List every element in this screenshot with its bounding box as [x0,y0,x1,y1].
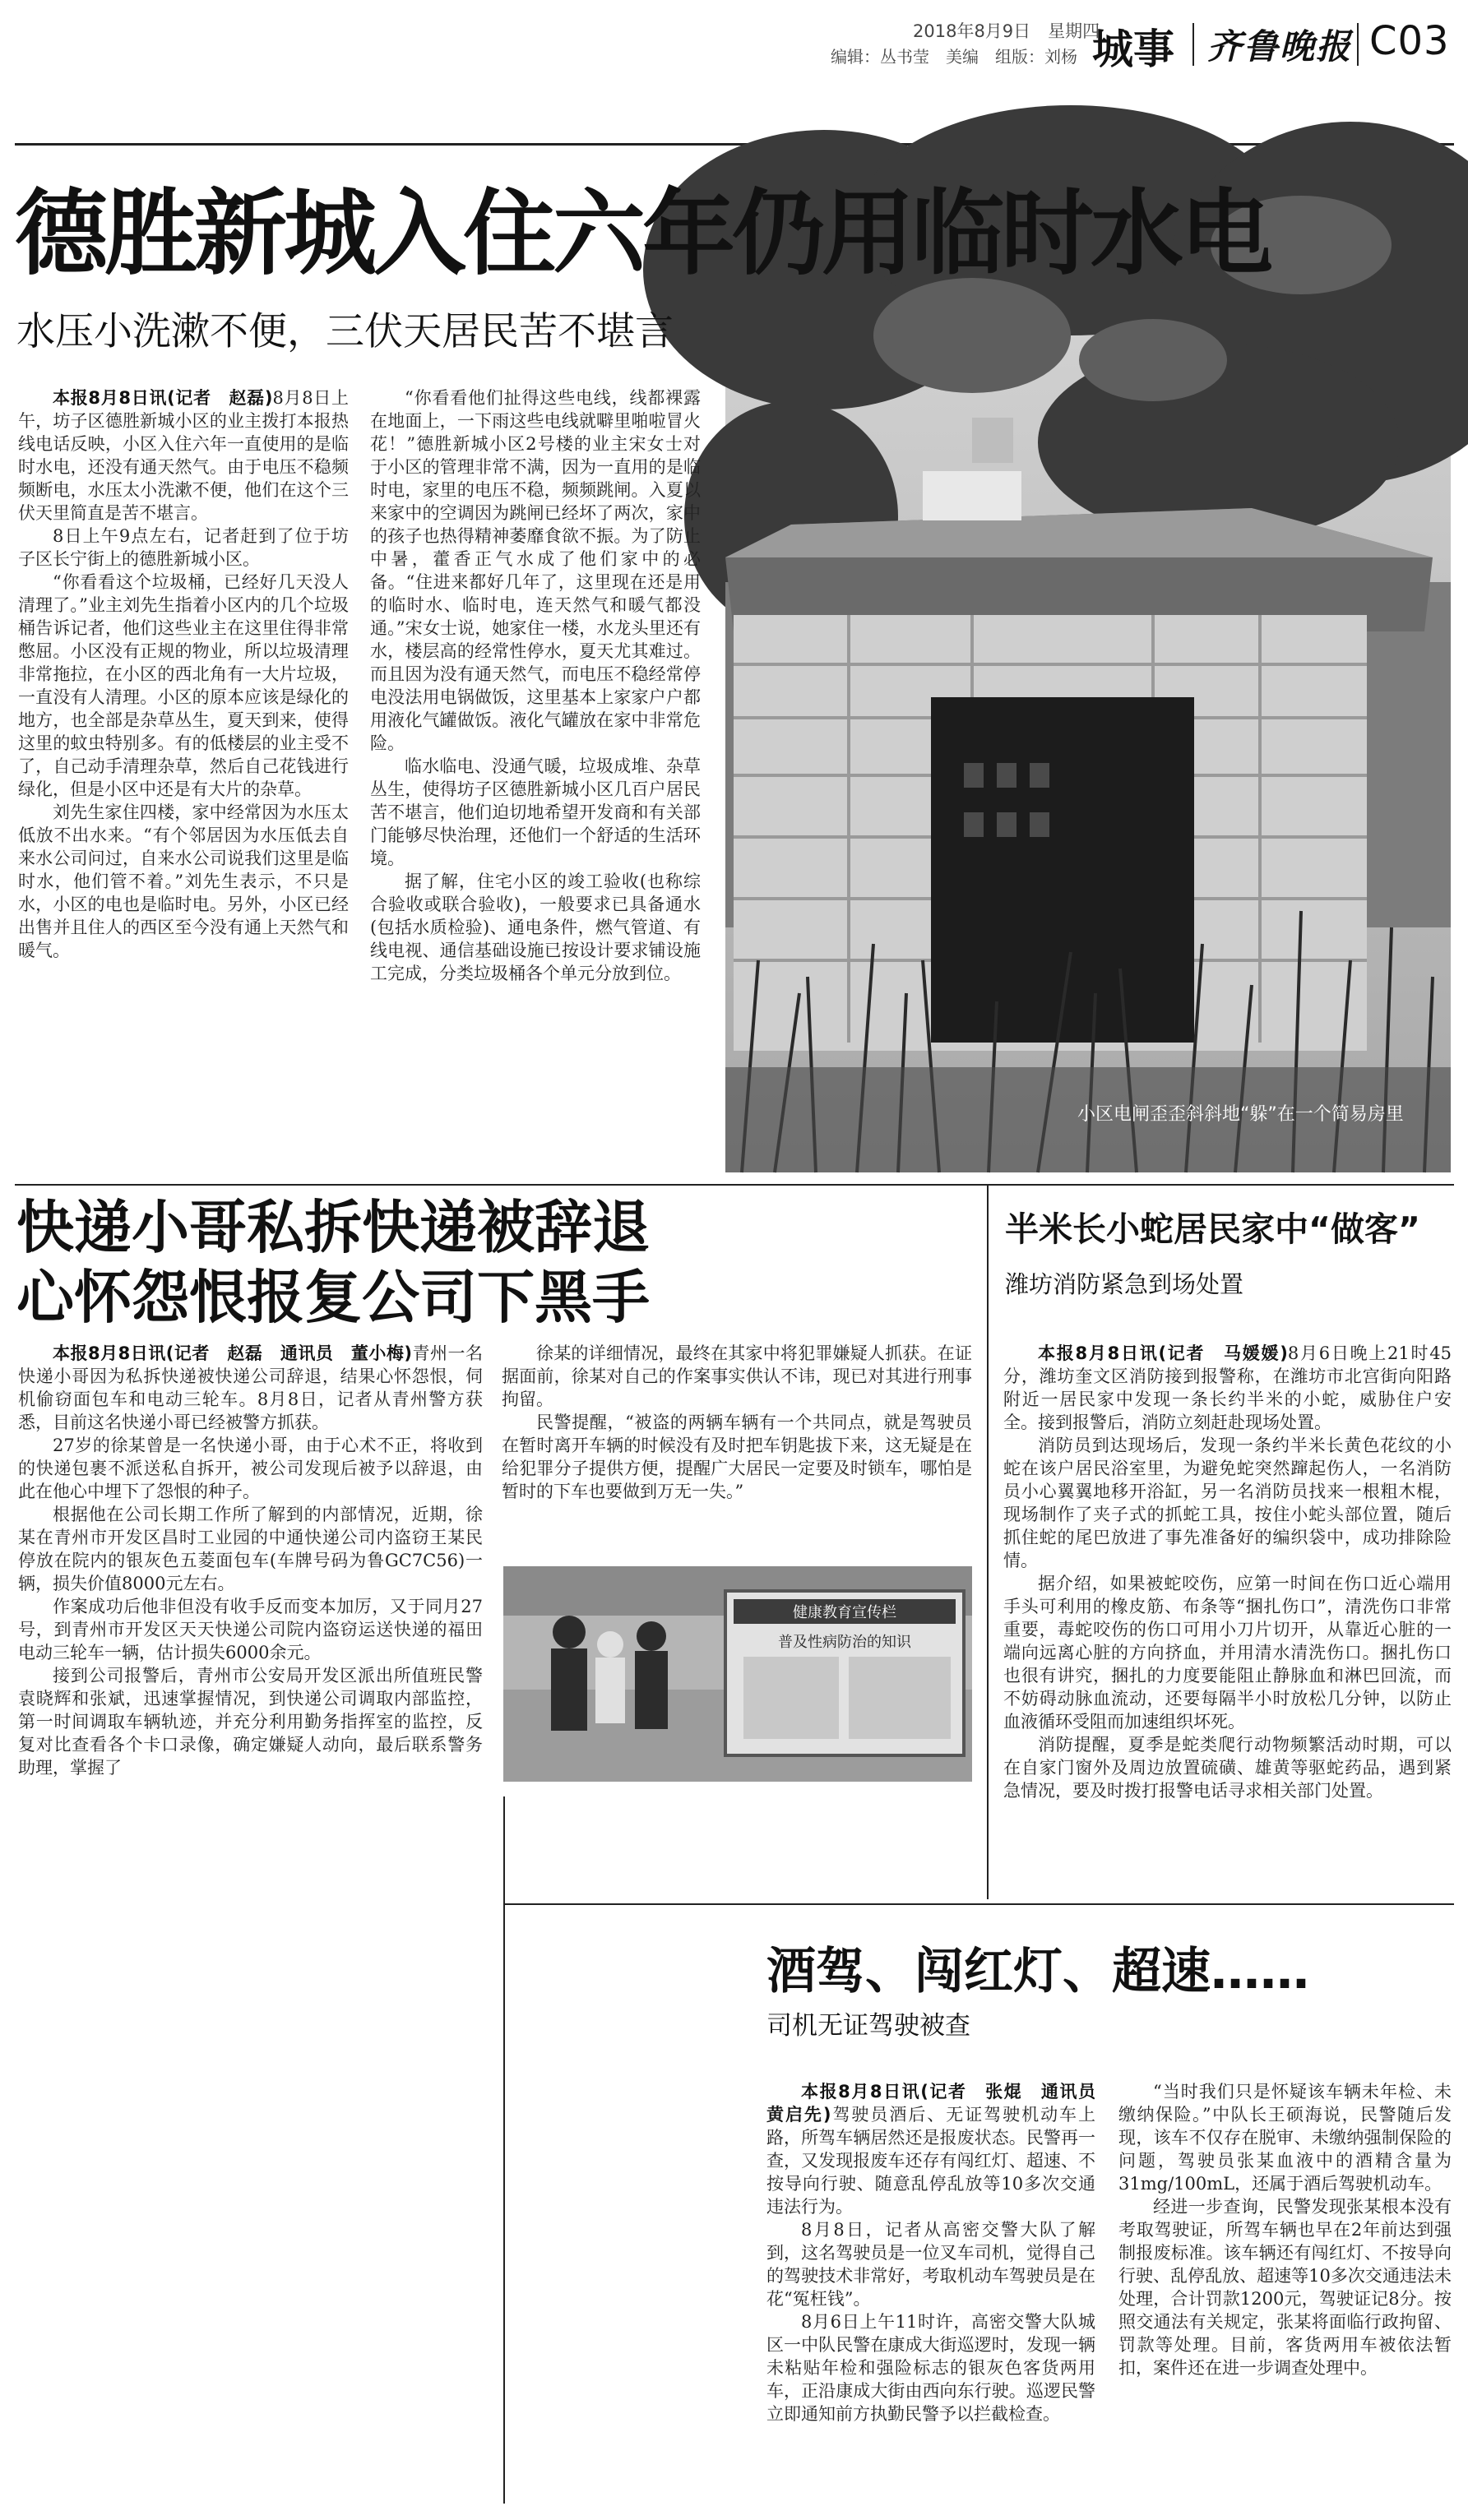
story3-paragraph: 消防员到达现场后，发现一条约半米长黄色花纹的小蛇在该户居民浴室里，为避免蛇突然蹿起伤人，一名消防员小心翼翼地移开浴缸，另一名消防员找来一根粗木棍，现场制作了夹子式的抓蛇工具，按住小蛇头部位置，随后抓住蛇的尾巴放进了事先准备好的编织袋中，成功排除险情。 [1003,1436,1452,1570]
divider-story4-top [503,1903,1454,1905]
story4-paragraph: “当时我们只是怀疑该车辆未年检、未缴纳保险。”中队长王硕海说，民警随后发现，该车不仅存在脱审、未缴纳强制保险的问题，驾驶员张某血液中的酒精含量为31mg/100mL，还属于酒后驾驶机动车。 [1118,2082,1452,2194]
story2-column-1 [18,1342,483,1786]
story1-photo-caption: 小区电闸歪歪斜斜地“躲”在一个简易房里 [1077,1104,1404,1125]
story1-paragraph: 8月8日上午，坊子区德胜新城小区的业主拨打本报热线电话反映，小区入住六年一直使用的是临时水电，还没有通天然气。由于电压不稳频频断电，水压太小洗漱不便，他们在这个三伏天里简直是苦不堪言。 [18,388,349,523]
story4-paragraph: 8月6日上午11时许，高密交警大队城区一中队民警在康成大街巡逻时，发现一辆未粘贴年检和强险标志的银灰色客货两用车，正沿康成大街由西向东行驶。巡逻民警立即通知前方执勤民警予以拦截检查。 [766,2312,1095,2424]
page-number: C03 [1369,18,1450,64]
story3-column [1003,1342,1452,1893]
paper-logo: 齐鲁晚报 [1207,26,1353,67]
story1-paragraph: “你看看他们扯得这些电线，线都裸露在地面上，一下雨这些电线就噼里啪啦冒火花！”德胜新城小区2号楼的业主宋女士对于小区的管理非常不满，因为一直用的是临时电，家里的电压不稳，频频跳闸。入夏以来家中的空调因为跳闸已经坏了两次，家中的孩子也热得精神萎靡食欲不振。为了防止中暑，藿香正气水成了他们家中的必备。“住进来都好几年了，这里现在还是用的临时水、临时电，连天然气和暖气都没通。”宋女士说，她家住一楼，水龙头里还有水，楼层高的经常性停水，夏天尤其难过。而且因为没有通天然气，而电压不稳经常停电没法用电锅做饭，这里基本上家家户户都用液化气罐做饭。液化气罐放在家中非常危险。 [370,388,701,753]
story2-headline-line2: 心怀怨恨报复公司下黑手 [16,1264,650,1331]
story1-paragraph: 刘先生家住四楼，家中经常因为水压太低放不出水来。“有个邻居因为水压低去自来水公司问过，自来水公司说我们这里是临时水，他们管不着。”刘先生表示，不只是水，小区的电也是临时电。另外，小区已经出售并且住人的西区至今没有通上天然气和暖气。 [18,802,349,960]
header-staff: 编辑：丛书莹 美编 组版：刘杨 [831,47,1077,67]
story2-dateline: 本报8月8日讯(记者 赵磊 通讯员 董小梅) [53,1343,412,1363]
story1-paragraph: 临水临电、没通气暖，垃圾成堆、杂草丛生，使得坊子区德胜新城小区几百户居民苦不堪言，他们迫切地希望开发商和有关部门能够尽快治理，还他们一个舒适的生活环境。 [370,756,701,868]
header-divider-2 [1357,23,1359,66]
story4-column-1 [766,2080,1113,2504]
story1-paragraph: 8日上午9点左右，记者赶到了位于坊子区长宁街上的德胜新城小区。 [18,526,349,569]
story2-paragraph: 接到公司报警后，青州市公安局开发区派出所值班民警袁晓辉和张斌，迅速掌握情况，到快递公司调取内部监控，第一时间调取车辆轨迹，并充分利用勤务指挥室的监控，反复对比查看各个卡口录像，确定嫌疑人动向，最后联系警务助理，掌握了 [18,1666,483,1778]
story4-column-2 [1118,2080,1452,2504]
story1-column-2 [370,386,701,1159]
divider-story3-left [987,1184,989,1899]
story3-headline: 半米长小蛇居民家中“做客” [1005,1209,1420,1249]
story2-paragraph: 27岁的徐某曾是一名快递小哥，由于心术不正，将收到的快递包裹不派送私自拆开，被公司发现后被予以辞退，由此在他心中埋下了怨恨的种子。 [18,1436,483,1501]
story1-paragraph: “你看看这个垃圾桶，已经好几天没人清理了。”业主刘先生指着小区内的几个垃圾桶告诉记者，他们这些业主在这里住得非常憋屈。小区没有正规的物业，所以垃圾清理非常拖拉，在小区的西北角有一大片垃圾，一直没有人清理。小区的原本应该是绿化的地方，也全部是杂草丛生，夏天到来，使得这里的蚊虫特别多。有的低楼层的业主受不了，自己动手清理杂草，然后自己花钱进行绿化，但是小区中还是有大片的杂草。 [18,572,349,799]
story1-column-1 [18,386,349,1159]
story1-dateline: 本报8月8日讯(记者 赵磊) [53,388,273,408]
story2-paragraph: 作案成功后他非但没有收手反而变本加厉，又于同月27号，到青州市开发区天天快递公司院内盗窃运送快递的福田电动三轮车一辆，估计损失6000余元。 [18,1597,483,1662]
photo-board-title: 普及性病防治的知识 [778,1634,911,1651]
divider-story1-bottom [15,1184,1454,1186]
story3-subhead: 潍坊消防紧急到场处置 [1005,1270,1244,1298]
story2-paragraph: 根据他在公司长期工作所了解到的内部情况，近期，徐某在青州市开发区昌时工业园的中通快递公司内盗窃王某民停放在院内的银灰色五菱面包车(车牌号码为鲁GC7C56)一辆，损失价值8000元左右。 [18,1505,483,1593]
story4-subhead: 司机无证驾驶被查 [766,2011,970,2041]
story2-paragraph: 民警提醒，“被盗的两辆车辆有一个共同点，就是驾驶员在暂时离开车辆的时候没有及时把车钥匙拔下来，这无疑是在给犯罪分子提供方便，提醒广大居民一定要及时锁车，哪怕是暂时的下车也要做到万无一失。” [502,1413,972,1501]
section-name: 城事 [1092,25,1174,73]
story1-photo [725,171,1451,1172]
story3-paragraph: 消防提醒，夏季是蛇类爬行动物频繁活动时期，可以在自家门窗外及周边放置硫磺、雄黄等驱蛇药品，遇到紧急情况，要及时拨打报警电话寻求相关部门处置。 [1003,1735,1452,1801]
story4-paragraph: 驾驶员酒后、无证驾驶机动车上路，所驾车辆居然还是报废状态。民警再一查，又发现报废车还存有闯红灯、超速、不按导向行驶、随意乱停乱放等10多次交通违法行为。 [766,2105,1095,2217]
story2-paragraph: 青州一名快递小哥因为私拆快递被快递公司辞退，结果心怀怨恨，伺机偷窃面包车和电动三轮车。8月8日，记者从青州警方获悉，目前这名快递小哥已经被警方抓获。 [18,1343,483,1432]
story3-paragraph: 据介绍，如果被蛇咬伤，应第一时间在伤口近心端用手头可利用的橡皮筋、布条等“捆扎伤口”，清洗伤口非常重要，毒蛇咬伤的伤口可用小刀片切开，从靠近心脏的一端向远离心脏的方向挤血，并用清水清洗伤口。捆扎伤口也很有讲究，捆扎的力度要能阻止静脉血和淋巴回流，而不妨碍动脉血流动，还要每隔半小时放松几分钟，以防止血液循环受阻而加速组织坏死。 [1003,1574,1452,1732]
header-rule [15,143,1454,146]
story3-paragraph: 8月6日晚上21时45分，潍坊奎文区消防接到报警称，在潍坊市北宫街向阳路附近一居民家中发现一条长约半米的小蛇，威胁住户安全。接到报警后，消防立刻赶赴现场处置。 [1003,1343,1452,1432]
story1-subhead: 水压小洗漱不便，三伏天居民苦不堪言 [16,309,674,354]
story4-paragraph: 经进一步查询，民警发现张某根本没有考取驾驶证，所驾车辆也早在2年前达到强制报废标准。该车辆还有闯红灯、不按导向行驶、乱停乱放、超速等10多次交通违法未处理，合计罚款1200元，驾驶证记8分。按照交通法有关规定，张某将面临行政拘留、罚款等处理。目前，客货两用车被依法暂扣，案件还在进一步调查处理中。 [1118,2197,1452,2378]
story1-paragraph: 据了解，住宅小区的竣工验收(也称综合验收或联合验收)，一般要求已具备通水(包括水质检验)、通电条件，燃气管道、有线电视、通信基础设施已按设计要求铺设施工完成，分类垃圾桶各个单元分放到位。 [370,872,701,983]
story1-headline: 德胜新城入住六年仍用临时水电 [15,179,1270,288]
header-date: 2018年8月9日 星期四 [913,21,1100,41]
story2-paragraph: 徐某的详细情况，最终在其家中将犯罪嫌疑人抓获。在证据面前，徐某对自己的作案事实供认不讳，现已对其进行刑事拘留。 [502,1343,972,1409]
photo-sign-title: 健康教育宣传栏 [793,1604,896,1621]
story2-headline-line1: 快递小哥私拆快递被辞退 [16,1194,650,1261]
photo-electric-hut [725,171,1451,1172]
story2-photo [503,1566,972,1782]
divider-story4-left [503,1796,505,2504]
story4-paragraph: 8月8日，记者从高密交警大队了解到，这名驾驶员是一位叉车司机，觉得自己的驾驶技术非常好，考取机动车驾驶员是在花“冤枉钱”。 [766,2220,1095,2309]
story4-headline: 酒驾、闯红灯、超速…… [766,1943,1309,2000]
story4-dateline: 本报8月8日讯(记者 张焜 通讯员 黄启先) [766,2082,1113,2125]
story2-column-2 [502,1342,972,1547]
photo-police-board [503,1566,972,1782]
header-divider-1 [1192,23,1194,66]
story3-dateline: 本报8月8日讯(记者 马媛媛) [1038,1343,1288,1363]
